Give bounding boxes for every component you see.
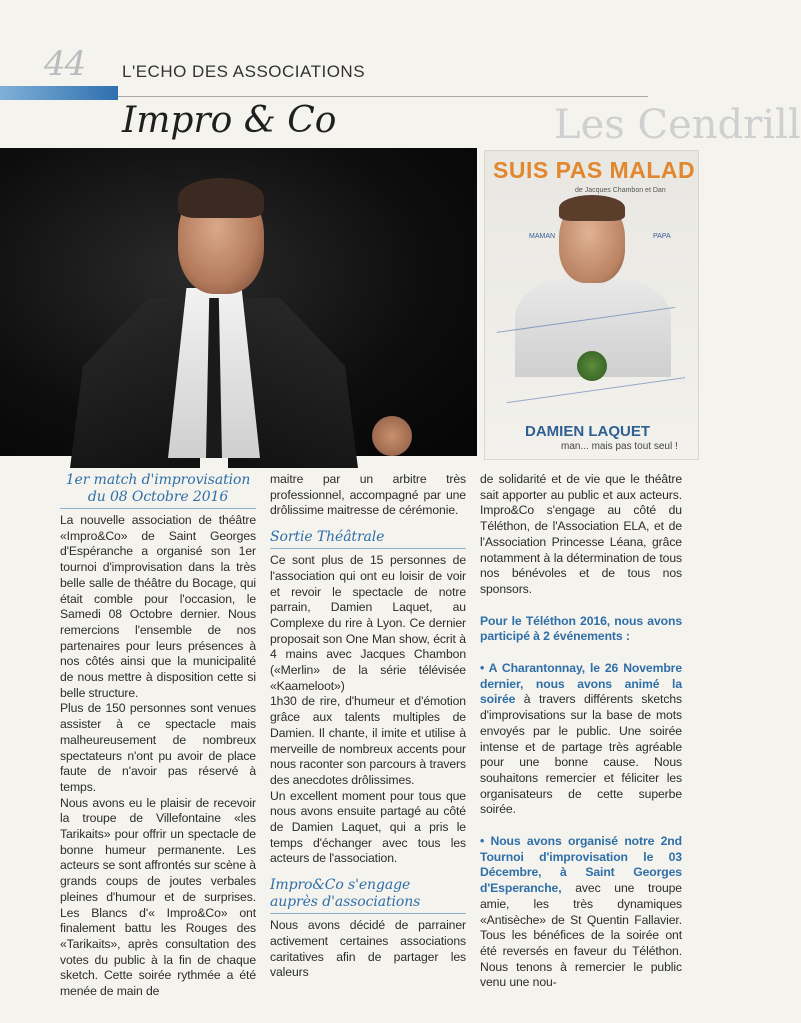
bullet-tournoi: • Nous avons organisé notre 2nd Tournoi d'improvisation le 03 Décembre, à Saint Georges d'Esperanche, avec une troupe amie, les très dynamiques «Antisèche» de St Quentin Fallavier. Tous les bénéfices de la soirée ont été reversés en faveur du Téléthon. Nous tenons à remercier le public venu une nou- <box>480 834 682 990</box>
header-accent-bar <box>0 86 118 100</box>
subhead-sortie: Sortie Théâtrale <box>270 529 385 546</box>
poster-subtitle: de Jacques Chambon et Dan <box>575 187 666 194</box>
article-column-2 <box>270 472 466 981</box>
poster-maman-label: MAMAN <box>529 233 556 240</box>
poster-title: SUIS PAS MALAD <box>493 157 696 183</box>
subhead-match-line1: 1er match d'improvisation <box>65 472 251 488</box>
subhead-engage-line2: auprès d'associations <box>270 894 421 911</box>
article-headline: Impro & Co <box>122 100 337 141</box>
subhead-rule <box>270 548 466 549</box>
paragraph: Nous avons eu le plaisir de recevoir la troupe de Villefontaine «les Tarikaits» pour offrir un spectacle de bonne humeur permanente. Les acteurs se sont affrontés sur scène à grands coups de joutes verbales pleines d'humour et de surprises. Les Blancs d'« Impro&Co» ont finalement battu les Rouges des «Tarikaits», après consultation des votes du public à la fin de chaque sketch. Cette soirée rythmée a été menée de main de <box>60 795 256 999</box>
show-poster <box>484 150 699 460</box>
telethon-lead: Pour le Téléthon 2016, nous avons participé à 2 événements : <box>480 613 682 644</box>
poster-tagline: man... mais pas tout seul ! <box>561 441 678 452</box>
facing-page-big-text: Les Cendrill <box>554 102 801 148</box>
page-number: 44 <box>44 44 86 84</box>
paragraph: 1h30 de rire, d'humeur et d'émotion grâce aux talents multiples de Damien. Il chante, il imite et utilise à merveille de nombreux accents pour nous raconter son parcours à travers des anecdotes drôlissimes. <box>270 694 466 787</box>
paragraph: maitre par un arbitre très professionnel, accompagné par une drôlissime maitresse de cérémonie. <box>270 472 466 518</box>
subhead-rule <box>60 508 256 509</box>
facing-page-bleed <box>554 30 801 160</box>
subhead-match-line2: du 08 Octobre 2016 <box>87 489 229 505</box>
section-title: L'ECHO DES ASSOCIATIONS <box>122 62 366 81</box>
paragraph: Ce sont plus de 15 personnes de l'association qui ont eu loisir de voir et revoir le spectacle de notre parrain, Damien Laquet, au Complexe du rire à Lyon. Ce dernier proposait son One Man show, écrit à 4 mains avec Jacques Chambon («Merlin» de la série télévisée «Kaameloot») <box>270 553 466 693</box>
actor-stage-photo <box>0 148 477 456</box>
subhead-rule <box>270 913 466 914</box>
paragraph: Un excellent moment pour tous que nous avons ensuite partagé au côté de Damien Laquet, qui a pris le temps d'échanger avec tous les acteurs de l'association. <box>270 788 466 866</box>
article-column-1 <box>60 472 256 1000</box>
poster-name: DAMIEN LAQUET <box>525 423 650 440</box>
subhead-engage-line1: Impro&Co s'engage <box>270 877 411 894</box>
paragraph: La nouvelle association de théâtre «Impro&Co» de Saint Georges d'Espéranche a organisé son 1er tournoi d'improvisation dans la très belle salle de théâtre du Bocage, qui était comble pour l'occasion, le Samedi 08 Octobre dernier. Nous remercions l'ensemble de nos partenaires pour leurs présences à nos côtés ainsi que la municipalité de nous mettre à disposition cette si belle structure. <box>60 513 256 700</box>
paragraph: de solidarité et de vie que le théâtre sait apporter au public et aux acteurs. Impro&Co s'engage au côté du Téléthon, de l'Association ELA, et de l'Association Princesse Léana, grâce notamment à la détermination de tous nos bénévoles et de tous nos sponsors. <box>480 472 682 596</box>
paragraph: Nous avons décidé de parrainer activement certaines associations caritatives afin de partager les valeurs <box>270 918 466 980</box>
bullet-charantonnay: • A Charantonnay, le 26 Novembre dernier, nous avons animé la soirée à travers différents sketchs d'improvisations sur la base de mots envoyés par le public. Une soirée intense et de partage très agréable pour une bonne cause. Nous souhaitons remercier et féliciter les organisateurs de cette superbe soirée. <box>480 661 682 817</box>
paragraph: Plus de 150 personnes sont venues assister à ce spectacle mais malheureusement de nombreux spectateurs n'ont pu avoir de place faute de n'avoir pas réservé à temps. <box>60 701 256 794</box>
article-column-3 <box>480 472 682 991</box>
poster-papa-label: PAPA <box>653 233 671 240</box>
